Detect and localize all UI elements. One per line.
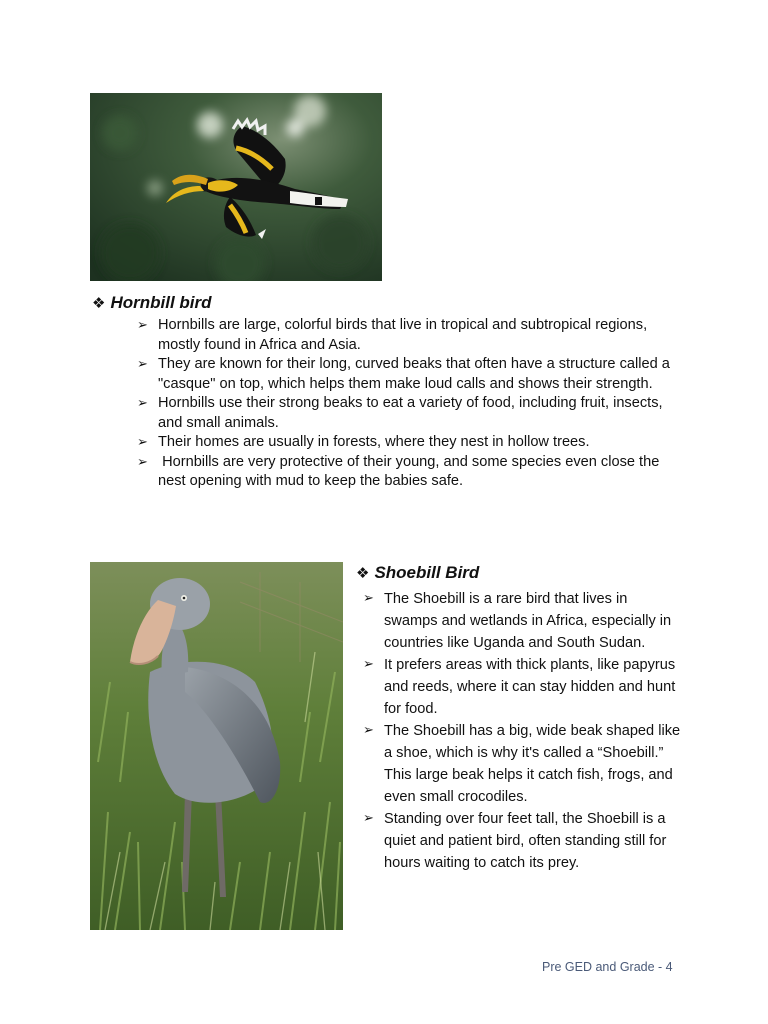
list-item: ➢ Standing over four feet tall, the Shoebill is a quiet and patient bird, often standing still for hours waiting to catch its prey. xyxy=(363,808,681,874)
list-item: ➢ The Shoebill is a rare bird that lives in swamps and wetlands in Africa, especially in countries like Uganda and South Sudan. xyxy=(363,588,681,654)
arrow-bullet-icon: ➢ xyxy=(137,396,148,411)
list-item: ➢ The Shoebill has a big, wide beak shaped like a shoe, which is why it's called a “Shoebill.” This large beak helps it catch fish, frogs, and even small crocodiles. xyxy=(363,720,681,808)
arrow-bullet-icon: ➢ xyxy=(363,591,374,606)
hornbill-facts-list xyxy=(137,316,677,492)
arrow-bullet-icon: ➢ xyxy=(137,454,148,470)
list-item: ➢ Hornbills use their strong beaks to eat a variety of food, including fruit, insects, and small animals. xyxy=(137,395,663,431)
page-footer: Pre GED and Grade - 4 xyxy=(542,960,673,974)
hornbill-illustration xyxy=(90,93,382,281)
arrow-bullet-icon: ➢ xyxy=(137,435,148,450)
hornbill-heading-text: Hornbill bird xyxy=(110,293,212,312)
arrow-bullet-icon: ➢ xyxy=(137,357,148,372)
shoebill-illustration xyxy=(90,562,343,930)
diamond-bullet-icon: ❖ xyxy=(92,295,106,312)
hornbill-heading xyxy=(92,293,212,314)
list-item: ➢ It prefers areas with thick plants, like papyrus and reeds, where it can stay hidden and hunt for food. xyxy=(363,654,681,720)
list-item: ➢ They are known for their long, curved beaks that often have a structure called a "casque" on top, which helps them make loud calls and shows their strength. xyxy=(137,356,670,392)
list-item: ➢ Their homes are usually in forests, where they nest in hollow trees. xyxy=(137,433,677,453)
arrow-bullet-icon: ➢ xyxy=(363,723,374,738)
shoebill-photo xyxy=(90,562,343,930)
list-item: ➢ Hornbills are very protective of their young, and some species even close the nest opening with mud to keep the babies safe. xyxy=(137,453,664,489)
arrow-bullet-icon: ➢ xyxy=(363,657,374,672)
hornbill-photo xyxy=(90,93,382,281)
diamond-bullet-icon: ❖ xyxy=(356,565,370,582)
shoebill-heading-text: Shoebill Bird xyxy=(374,563,480,582)
list-item: ➢ Hornbills are large, colorful birds that live in tropical and subtropical regions, mostly found in Africa and Asia. xyxy=(137,317,648,353)
shoebill-heading xyxy=(356,563,479,584)
shoebill-facts-list xyxy=(363,588,681,874)
arrow-bullet-icon: ➢ xyxy=(137,318,148,333)
arrow-bullet-icon: ➢ xyxy=(363,811,374,826)
